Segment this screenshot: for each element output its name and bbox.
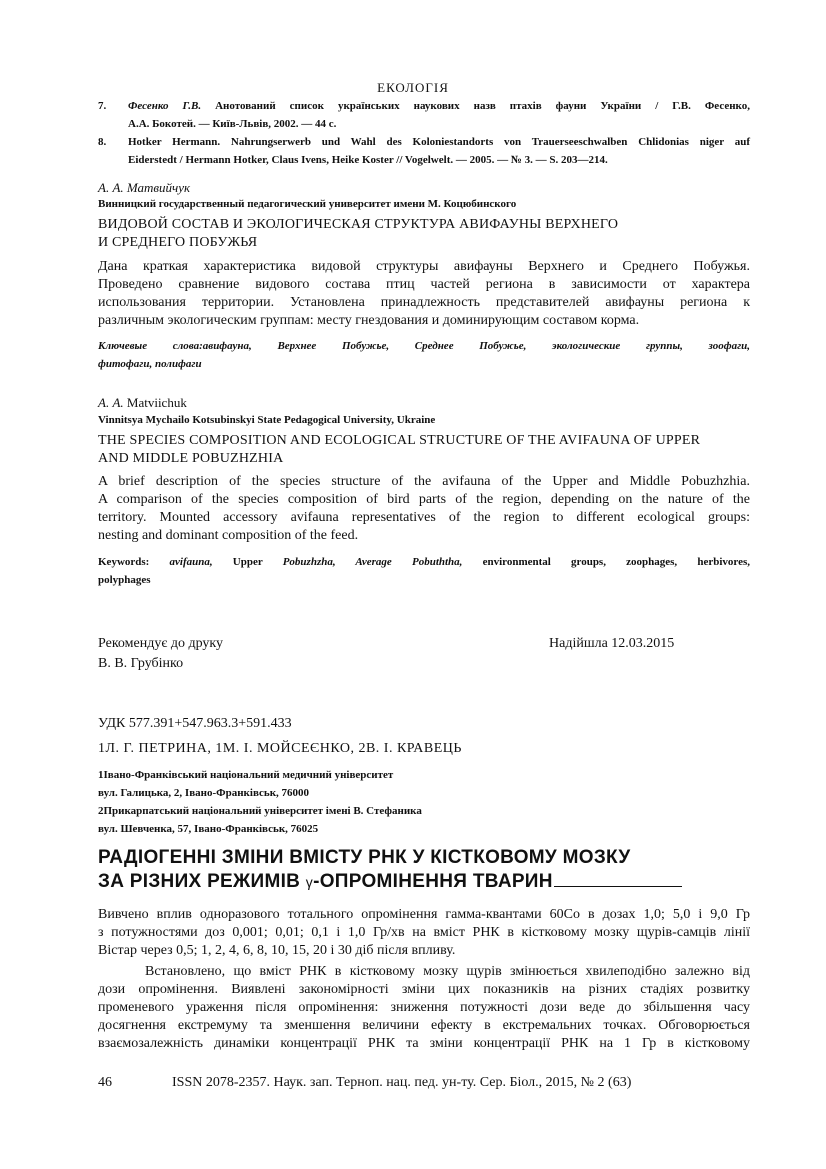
ru-keywords-line: фитофаги, полифаги (98, 358, 202, 370)
ru-title-line: И СРЕДНЕГО ПОБУЖЬЯ (98, 235, 258, 250)
affiliation-line: вул. Галицька, 2, Івано-Франківськ, 76000 (98, 787, 310, 799)
reference-line: Eiderstedt / Hermann Hotker, Claus Ivens, Heike Koster // Vogelwelt. — 2005. — № 3. — S. 203—214. (128, 154, 608, 166)
en-keywords-line (98, 553, 750, 571)
en-affiliation: Vinnitsya Mychailo Kotsubinskyi State Pedagogical University, Ukraine (98, 414, 436, 426)
en-keyword: environmental groups, zoophages, herbivores, (462, 556, 750, 568)
en-keyword: avifauna, (149, 556, 213, 568)
en-keyword: Average Pobuththa, (335, 556, 463, 568)
ru-body-line: Дана краткая характеристика видовой структуры авифауны Верхнего и Среднего Побужья. (98, 259, 750, 274)
reference-line (128, 97, 750, 115)
en-keywords-label: Keywords: (98, 556, 150, 568)
en-keyword: Upper (212, 556, 283, 568)
ru-abstract-body (98, 258, 750, 330)
en-body-line: territory. Mounted accessory avifauna representatives of the region to different ecological groups: (98, 510, 750, 525)
page-number: 46 (98, 1075, 112, 1090)
ru-body-line: Проведено сравнение видового состава птиц частей региона в зависимости от характера (98, 277, 750, 292)
ru-title (98, 216, 758, 252)
article-abstract-para2 (98, 963, 750, 1053)
article-body-line: Вивчено вплив одноразового тотального опромінення гамма-квантами 60Со в дозах 1,0; 5,0 і 9,0 Гр (98, 907, 750, 922)
en-author (98, 395, 187, 411)
article-body-line: Вістар через 0,5; 1, 2, 4, 6, 8, 10, 15, 20 і 30 діб після впливу. (98, 943, 456, 958)
received-date: Надійшла 12.03.2015 (549, 636, 675, 651)
reference-line: Hotker Hermann. Nahrungserwerb und Wahl des Koloniestandorts von Trauerseeschwalben Chlidonias niger auf (128, 136, 750, 148)
article-body-line: з потужностями доз 0,001; 0,01; 0,1 і 1,0 Гр/хв на вміст РНК в кістковому мозку щурів-самців лінії (98, 925, 750, 940)
en-body-line: A comparison of the species composition of bird parts of the region, depending on the nature of the (98, 492, 750, 507)
en-keywords (98, 553, 750, 589)
ru-body-line: различным экологическим группам: месту гнездования и доминирующим составом корма. (98, 313, 640, 328)
reference-number: 7. (98, 100, 107, 112)
ru-title-line: ВИДОВОЙ СОСТАВ И ЭКОЛОГИЧЕСКАЯ СТРУКТУРА АВИФАУНЫ ВЕРХНЕГО (98, 217, 619, 232)
reference-text: Анотований список українських наукових назв птахів фауни України / Г.В. Фесенко, (201, 100, 751, 112)
running-head: ЕКОЛОГІЯ (377, 80, 449, 95)
ru-affiliation: Винницкий государственный педагогический университет имени М. Коцюбинского (98, 198, 517, 210)
recommend-reviewer: В. В. Грубінко (98, 656, 184, 671)
en-author-initials: А. А. (98, 395, 124, 410)
en-body-line: nesting and dominant composition of the feed. (98, 528, 359, 543)
en-title (98, 432, 758, 468)
article-authors: 1Л. Г. ПЕТРИНА, 1М. І. МОЙСЕЄНКО, 2В. І. КРАВЕЦЬ (98, 741, 462, 756)
article-title-part: ЗА РІЗНИХ РЕЖИМІВ (98, 871, 306, 892)
ru-keywords (98, 337, 750, 373)
ru-author: А. А. Матвийчук (98, 180, 191, 195)
affiliation-line: 2Прикарпатський національний університет імені В. Стефаника (98, 805, 422, 817)
article-title (98, 846, 682, 894)
affiliation-line: 1Івано-Франківський національний медичний університет (98, 769, 394, 781)
en-author-surname: Matviichuk (126, 395, 187, 410)
article-title-line (98, 870, 682, 894)
article-body-line: досягнення екстремуму та зменшення величини ефекту в екстремальних точках. Обговорюється (98, 1018, 750, 1033)
article-body-line: взаємозалежність динаміки концентрації РНК та зміни концентрації РНК на 1 Гр в кістковому (98, 1036, 750, 1051)
udc-code: УДК 577.391+547.963.3+591.433 (98, 716, 292, 731)
reference-item (98, 97, 750, 133)
reference-number: 8. (98, 136, 107, 148)
en-title-line: AND MIDDLE POBUZHZHIA (98, 451, 284, 466)
recommend-label: Рекомендує до друку (98, 636, 224, 651)
article-body-line: дози опромінення. Виявлені закономірності зміни цих показників на різних стадіях розвитку (98, 982, 750, 997)
title-underline (554, 870, 682, 887)
en-abstract-body (98, 473, 750, 545)
en-title-line: THE SPECIES COMPOSITION AND ECOLOGICAL STRUCTURE OF THE AVIFAUNA OF UPPER (98, 433, 701, 448)
en-keyword: Pobuzhzha, (282, 556, 336, 568)
affiliation-line: вул. Шевченка, 57, Івано-Франківськ, 76025 (98, 823, 319, 835)
article-abstract-para1 (98, 906, 750, 960)
en-body-line: A brief description of the species structure of the avifauna of the Upper and Middle Pobuzhzhia. (98, 474, 750, 489)
ru-body-line: использования территории. Установлена принадлежность представителей авифауны региона к (98, 295, 750, 310)
article-affiliations (98, 766, 422, 838)
article-body-line: променевого ураження після опромінення: зниження потужності дози веде до збільшення часу (98, 1000, 750, 1015)
reference-item (98, 133, 750, 169)
gamma-symbol: γ (305, 874, 314, 890)
en-keywords-line: polyphages (98, 574, 151, 586)
ru-keywords-line: Ключевые слова:авифауна, Верхнее Побужье, Среднее Побужье, экологические группы, зоофаги, (98, 340, 750, 352)
article-title-line: РАДІОГЕННІ ЗМІНИ ВМІСТУ РНК У КІСТКОВОМУ МОЗКУ (98, 847, 631, 868)
article-title-part: -ОПРОМІНЕННЯ ТВАРИН (313, 871, 553, 892)
reference-author: Фесенко Г.В. (128, 100, 202, 112)
journal-footer: ISSN 2078-2357. Наук. зап. Терноп. нац. пед. ун-ту. Сер. Біол., 2015, № 2 (63) (172, 1075, 632, 1090)
reference-line: А.А. Бокотей. — Київ-Львів, 2002. — 44 с. (128, 118, 337, 130)
article-body-line: Встановлено, що вміст РНК в кістковому мозку щурів змінюється хвилеподібно залежно від (145, 964, 750, 979)
